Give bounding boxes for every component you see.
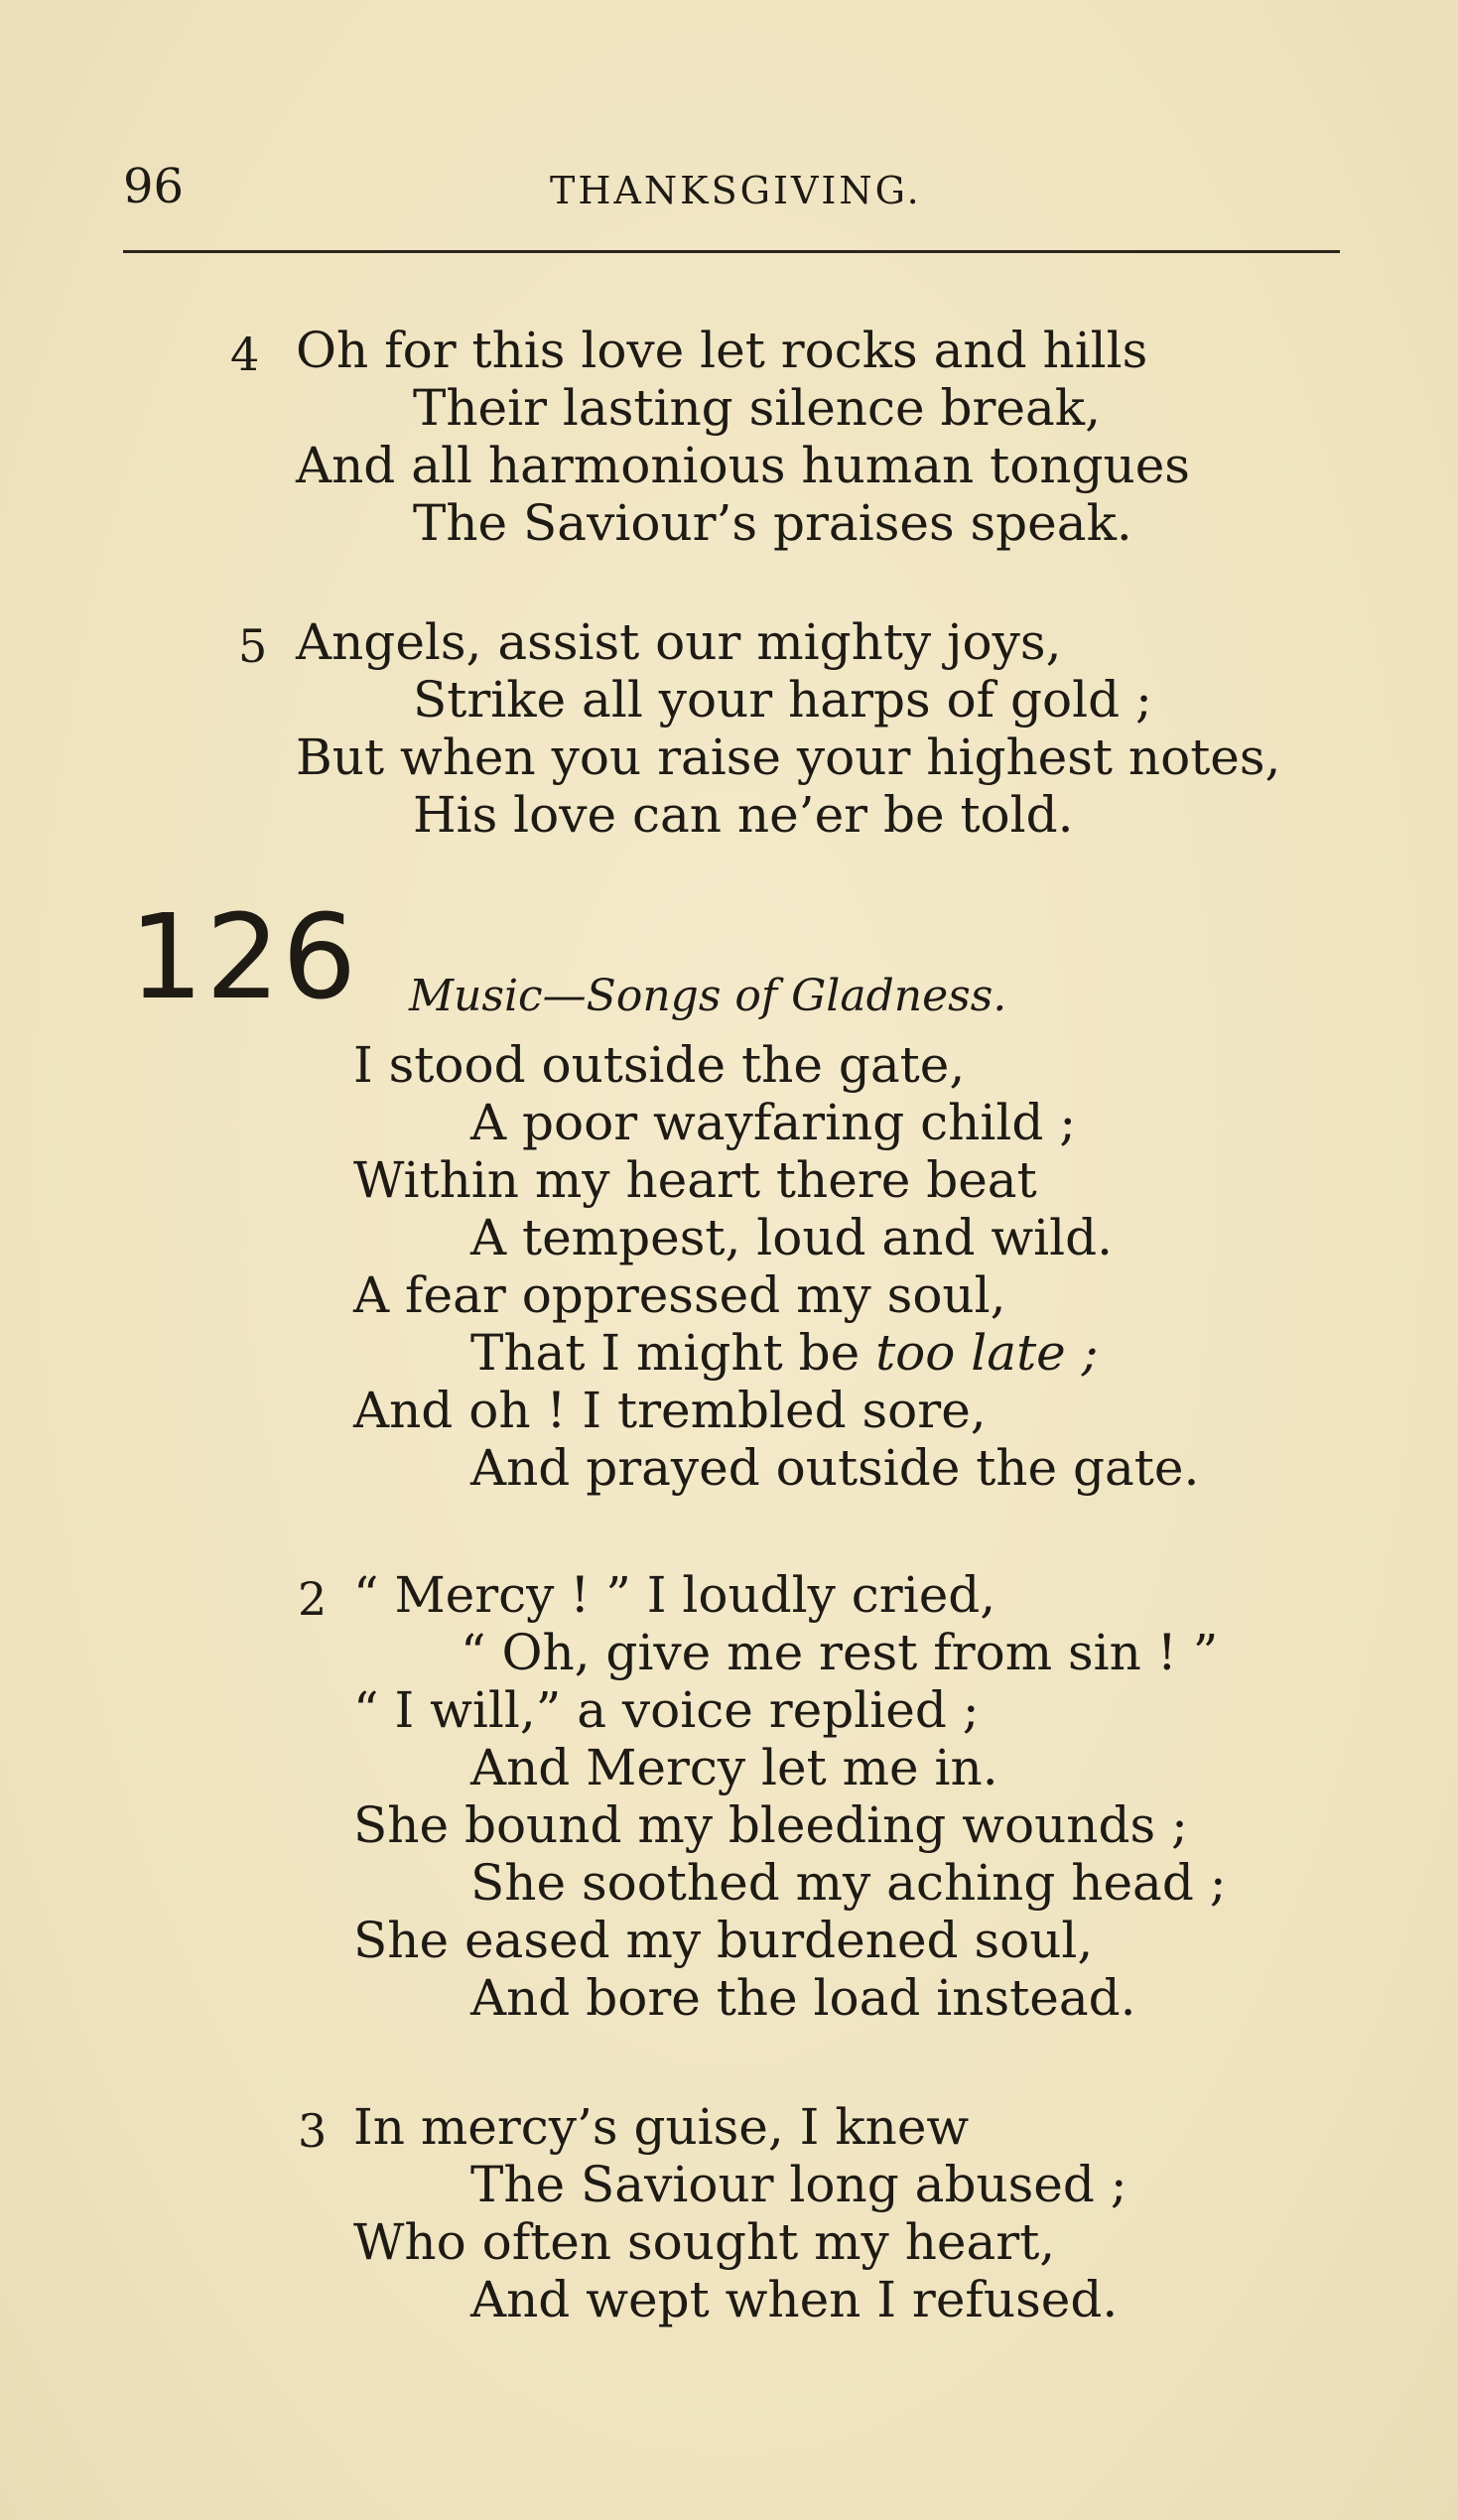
verse-line: And prayed outside the gate. (470, 1439, 1200, 1497)
running-title: THANKSGIVING. (550, 169, 922, 212)
hymn-number: 126 (129, 888, 359, 1025)
verse-line: I stood outside the gate, (353, 1036, 966, 1094)
verse-line-text: That I might be (470, 1324, 876, 1382)
verse-number: 5 (238, 619, 268, 673)
verse-line: But when you raise your highest notes, (296, 729, 1281, 786)
verse-line: “ I will,” a voice replied ; (353, 1681, 980, 1739)
verse-line: Strike all your harps of gold ; (413, 671, 1152, 729)
page-number: 96 (123, 159, 185, 214)
verse-line: Angels, assist our mighty joys, (296, 613, 1062, 671)
verse-line: She soothed my aching head ; (470, 1854, 1227, 1912)
verse-line: A tempest, loud and wild. (470, 1209, 1114, 1266)
music-attribution: Music—Songs of Gladness. (409, 971, 1007, 1021)
verse-line: And wept when I refused. (470, 2271, 1119, 2328)
verse-line: And bore the load instead. (470, 1969, 1136, 2027)
verse-line: His love can ne’er be told. (413, 786, 1074, 844)
verse-line: Their lasting silence break, (413, 379, 1101, 437)
verse-line: A fear oppressed my soul, (353, 1266, 1006, 1324)
verse-number: 4 (230, 328, 260, 381)
verse-line: Within my heart there beat (353, 1151, 1037, 1209)
verse-line: And Mercy let me in. (470, 1739, 998, 1796)
verse-line: A poor wayfaring child ; (470, 1094, 1077, 1151)
verse-line: “ Mercy ! ” I loudly cried, (353, 1566, 996, 1624)
verse-line: And oh ! I trembled sore, (353, 1382, 987, 1439)
verse-emphasis: too late ; (875, 1324, 1099, 1382)
verse-line (470, 1324, 1099, 1382)
verse-line: The Saviour’s praises speak. (413, 494, 1132, 552)
verse-line: The Saviour long abused ; (470, 2156, 1127, 2213)
header-rule (123, 250, 1340, 253)
verse-line: And all harmonious human tongues (296, 437, 1190, 494)
verse-line: She bound my bleeding wounds ; (353, 1796, 1188, 1854)
verse-number: 2 (298, 1572, 328, 1626)
verse-line: Oh for this love let rocks and hills (296, 322, 1148, 379)
verse-line: “ Oh, give me rest from sin ! ” (461, 1624, 1219, 1681)
verse-number: 3 (298, 2104, 328, 2158)
page-header (123, 159, 1334, 218)
verse-line: Who often sought my heart, (353, 2213, 1056, 2271)
verse-line: In mercy’s guise, I knew (353, 2098, 970, 2156)
verse-line: She eased my burdened soul, (353, 1912, 1094, 1969)
